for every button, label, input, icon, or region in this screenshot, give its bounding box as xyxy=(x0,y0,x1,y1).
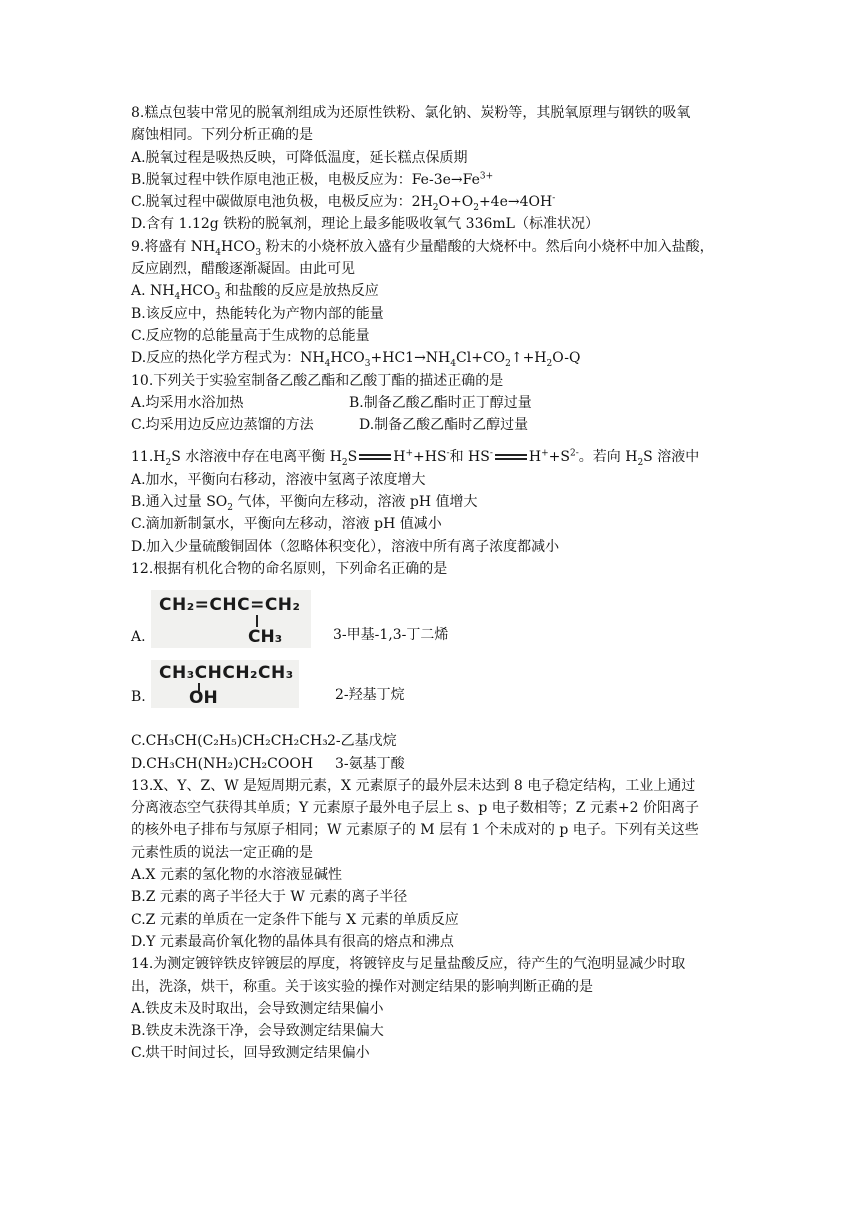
q10-option-b: B.制备乙酸乙酯时正丁醇过量 xyxy=(349,394,532,411)
q11-option-b: B.通入过量 $SO_2$ 气体，平衡向左移动，溶液 pH 值增大 xyxy=(131,494,478,513)
structure-main-chain: CH₂=CHC=CH₂ xyxy=(159,595,301,616)
q9-stem-line2: 反应剧烈，醋酸逐渐凝固。由此可见 xyxy=(131,261,355,278)
q12-option-b-name: 2-羟基丁烷 xyxy=(335,686,405,703)
q12-option-b-label: B. xyxy=(131,688,146,705)
q13-stem-line4: 元素性质的说法一定正确的是 xyxy=(131,844,313,861)
structure-main-chain: CH₃CHCH₂CH₃ xyxy=(159,663,294,684)
q9-option-a: A. $NH_4HCO_3$ 和盐酸的反应是放热反应 xyxy=(131,283,379,303)
q10-options-row2 xyxy=(131,414,741,436)
q13-stem-line3: 的核外电子排布与氖原子相同；W 元素原子的 M 层有 1 个未成对的 p 电子。下列有关这些 xyxy=(131,822,699,839)
equilibrium-arrow-icon xyxy=(495,453,527,461)
q14-stem-line1: 14.为测定镀锌铁皮锌镀层的厚度，将镀锌皮与足量盐酸反应，待产生的气泡明显减少时取 xyxy=(131,956,686,973)
q8-option-a: A.脱氧过程是吸热反映，可降低温度，延长糕点保质期 xyxy=(131,149,468,166)
q12-option-a xyxy=(131,582,741,648)
q10-option-d: D.制备乙酸乙酯时乙醇过量 xyxy=(359,417,529,434)
q14-option-c: C.烘干时间过长，回导致测定结果偏小 xyxy=(131,1045,370,1062)
q9-option-c: C.反应物的总能量高于生成物的总能量 xyxy=(131,327,370,344)
structural-formula-image xyxy=(151,590,311,648)
q10-option-a: A.均采用水浴加热 xyxy=(131,394,244,411)
q10-option-c: C.均采用边反应边蒸馏的方法 xyxy=(131,417,314,434)
q8-option-c: C.脱氧过程中碳做原电池负极，电极反应为：$2H_2O+O_2+4e\to 4OH^-$ xyxy=(131,193,556,213)
q13-option-d: D.Y 元素最高价氧化物的晶体具有很高的熔点和沸点 xyxy=(131,933,454,950)
q12-option-a-name: 3-甲基-1,3-丁二烯 xyxy=(333,626,449,643)
structure-branch: OH xyxy=(189,688,218,709)
q8-option-d: D.含有 1.12g 铁粉的脱氧剂，理论上最多能吸收氧气 336mL（标准状况） xyxy=(131,216,599,233)
q13-option-a: A.X 元素的氢化物的水溶液显碱性 xyxy=(131,867,342,884)
equilibrium-arrow-icon xyxy=(359,453,391,461)
q12-option-c xyxy=(131,730,741,752)
q10-stem: 10.下列关于实验室制备乙酸乙酯和乙酸丁酯的描述正确的是 xyxy=(131,372,504,389)
q9-stem-line1: 9.将盛有 $NH_4HCO_3$ 粉末的小烧杯放入盛有少量醋酸的大烧杯中。然后向小烧杯中加入盐酸， xyxy=(131,238,714,258)
q12-option-d-formula: D.CH₃CH(NH₂)CH₂COOH xyxy=(131,755,314,772)
q9-option-b: B.该反应中，热能转化为产物内部的能量 xyxy=(131,305,384,322)
q12-option-c-formula: C.CH₃CH(C₂H₅)CH₂CH₂CH₃ xyxy=(131,733,328,750)
structure-branch: CH₃ xyxy=(248,627,283,648)
q13-stem-line1: 13.X、Y、Z、W 是短周期元素，X 元素原子的最外层未达到 8 电子稳定结构，工业上通过 xyxy=(131,777,696,794)
q12-option-b xyxy=(131,654,741,708)
q8-stem-line1: 8.糕点包装中常见的脱氧剂组成为还原性铁粉、氯化钠、炭粉等，其脱氧原理与钢铁的吸氧 xyxy=(131,105,691,121)
q13-option-b: B.Z 元素的离子半径大于 W 元素的离子半径 xyxy=(131,889,408,906)
q13-stem-line2: 分离液态空气获得其单质；Y 元素原子最外电子层上 s、p 电子数相等；Z 元素+2 价阳离子 xyxy=(131,800,700,817)
q13-option-c: C.Z 元素的单质在一定条件下能与 X 元素的单质反应 xyxy=(131,911,459,928)
q12-option-d-name: 3-氨基丁酸 xyxy=(335,755,405,772)
exam-page xyxy=(131,102,741,1065)
q14-stem-line2: 出，洗涤，烘干，称重。关于该实验的操作对测定结果的影响判断正确的是 xyxy=(131,978,593,995)
q14-option-a: A.铁皮未及时取出，会导致测定结果偏小 xyxy=(131,1000,384,1017)
q12-stem: 12.根据有机化合物的命名原则，下列命名正确的是 xyxy=(131,560,448,577)
q9-option-d: D.反应的热化学方程式为：$NH_4HCO_3+HC1\to NH_4Cl+CO_2↑+H_2O-Q$ xyxy=(131,350,581,370)
structural-formula-image xyxy=(151,660,299,708)
q10-options-row1 xyxy=(131,392,741,414)
q12-option-d xyxy=(131,753,741,775)
q12-option-c-name: 2-乙基戊烷 xyxy=(327,733,397,750)
q11-option-a: A.加水，平衡向右移动，溶液中氢离子浓度增大 xyxy=(131,471,426,488)
q11-option-c: C.滴加新制氯水，平衡向左移动，溶液 pH 值减小 xyxy=(131,516,442,533)
q11-stem: $11.H_2S$ 水溶液中存在电离平衡 $H_2S$ H++HS-和 HS- $H^++S^{2-}$。若向 $H_2S$ 溶液中 xyxy=(131,448,700,469)
q12-option-a-label: A. xyxy=(131,628,146,645)
q11-option-d: D.加入少量硫酸铜固体（忽略体积变化），溶液中所有离子浓度都减小 xyxy=(131,538,560,555)
q8-option-b: B.脱氧过程中铁作原电池正极，电极反应为：$Fe-3e\to Fe^{3+}$ xyxy=(131,171,494,188)
q14-option-b: B.铁皮未洗涤干净，会导致测定结果偏大 xyxy=(131,1023,384,1040)
q8-stem-line2: 腐蚀相同。下列分析正确的是 xyxy=(131,127,313,144)
